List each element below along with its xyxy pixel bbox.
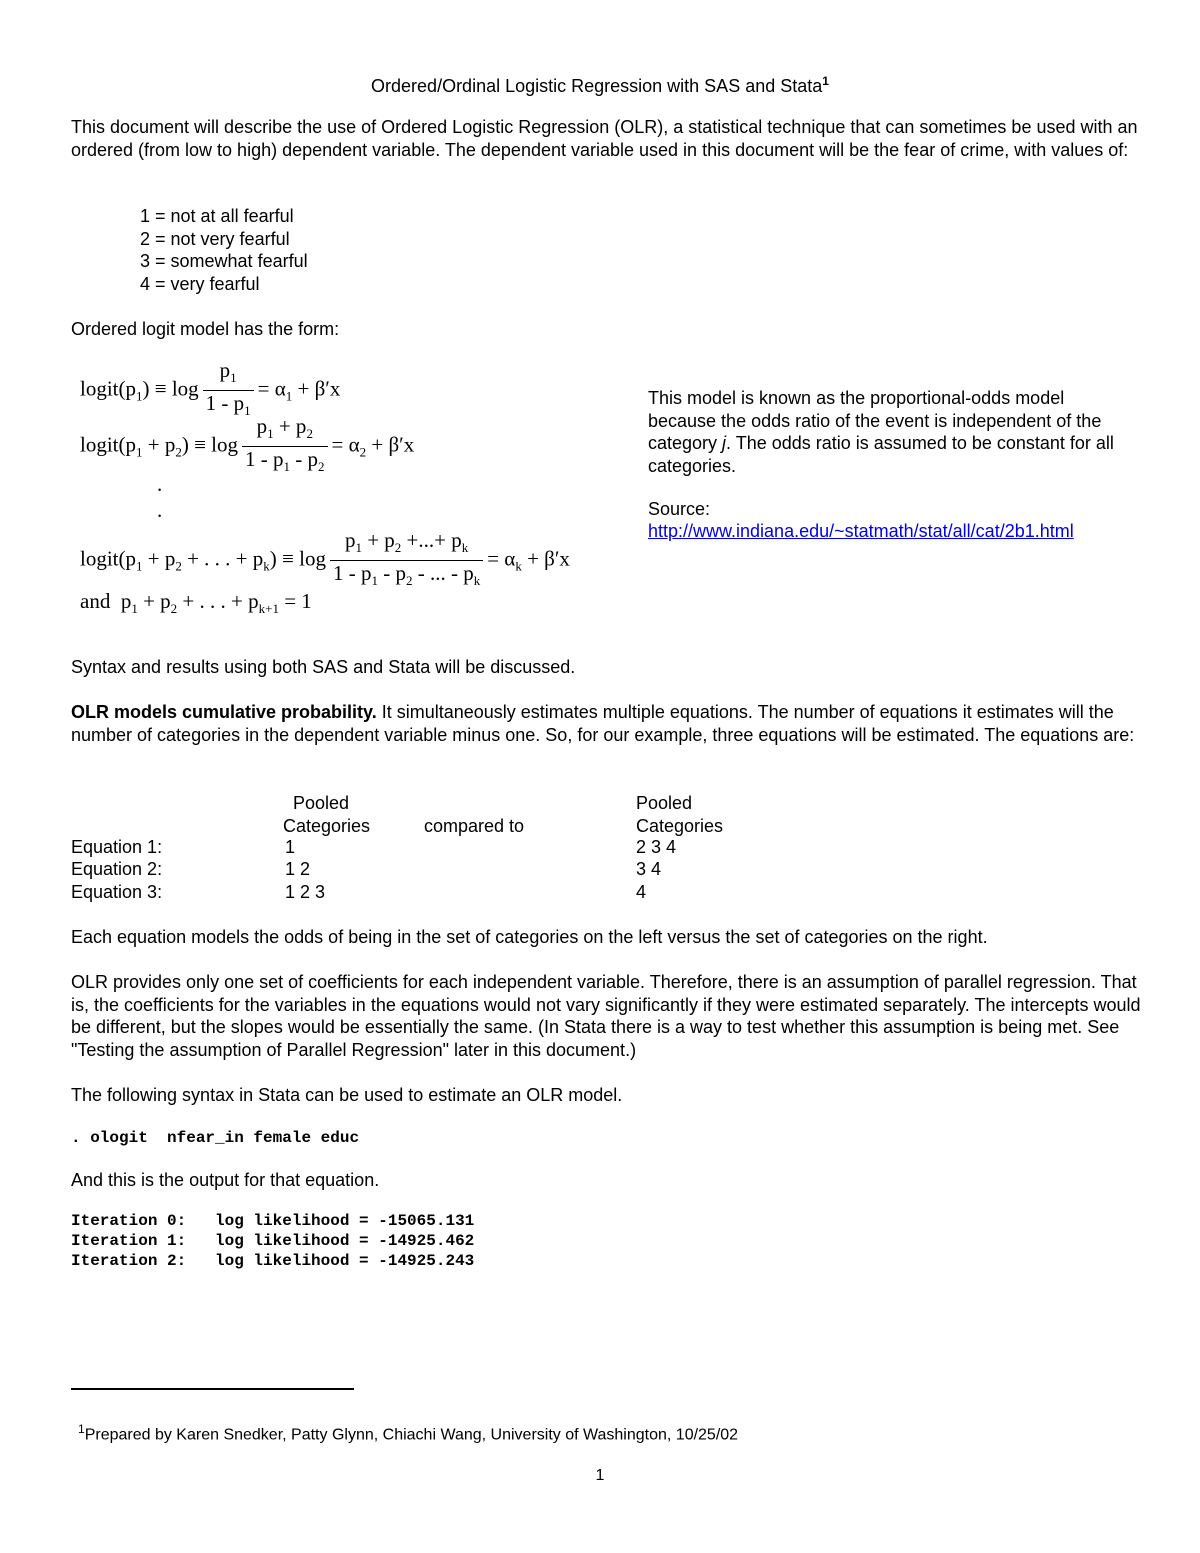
model-note: This model is known as the proportional-odds model because the odds ratio of the event is independent of the category j. The odds ratio is assumed to be constant for all categories. <box>648 388 1114 476</box>
left-header-categories: Categories <box>283 816 371 836</box>
equation-left: 1 2 3 <box>285 882 326 902</box>
coefficients-paragraph: OLR provides only one set of coefficients for each independent variable. Therefore, there is an assumption of parallel regression. That is, the coefficients for the variables in the equations would not vary significantly if they were estimated separately. The intercepts would be different, but the slopes would be essentially the same. (In Stata there is a way to test whether this assumption is being met. See "Testing the assumption of Parallel Regression" later in this document.) <box>71 972 1141 1060</box>
formula-sum: and $p_1 + p_2$ + . . . + $p_{k+1} = 1$ <box>80 589 312 617</box>
right-header-pooled: Pooled <box>636 793 693 813</box>
equation-right: 4 <box>636 882 647 902</box>
equation-label: Equation 2: <box>71 859 163 879</box>
equation-label: Equation 1: <box>71 837 163 857</box>
equation-right: 3 4 <box>636 859 662 879</box>
olr-heading: OLR models cumulative probability. <box>71 702 377 722</box>
equation-right: 2 3 4 <box>636 837 677 857</box>
iteration-line: Iteration 0: log likelihood = -15065.131 <box>71 1212 475 1230</box>
formula-k: $logit(p_1 + p_2$ + . . . + $p_k) \equiv \log$ $\frac{p_1 + p_2 +...+ p_k}{1 - p_1 - p_2 - ... - p_k}$ = $\alpha_k + \beta'x$ <box>80 528 570 589</box>
formula-1: $logit(p_1) \equiv \log$ $\frac{p_1}{1 - p_1}$ = $\alpha_1 + \beta'x$ <box>80 358 341 419</box>
footnote-mark: 1 <box>78 1422 85 1436</box>
intro-paragraph: This document will describe the use of Ordered Logistic Regression (OLR), a statistical technique that can sometimes be used with an ordered (from low to high) dependent variable. The dependent variable used in this document will be the fear of crime, with values of: <box>71 117 1138 160</box>
page-number: 1 <box>595 1467 605 1484</box>
right-header-categories: Categories <box>636 816 724 836</box>
iteration-line: Iteration 1: log likelihood = -14925.462 <box>71 1232 475 1250</box>
equation-left: 1 2 <box>285 859 311 879</box>
footnote-divider <box>71 1388 354 1390</box>
following-syntax-text: The following syntax in Stata can be used to estimate an OLR model. <box>71 1085 623 1105</box>
formula-dot-1: . <box>157 472 163 496</box>
left-header-pooled: Pooled <box>293 793 350 813</box>
equation-left: 1 <box>285 837 296 857</box>
source-label: Source: <box>648 499 711 519</box>
each-equation-text: Each equation models the odds of being in the set of categories on the left versus the set of categories on the right. <box>71 927 988 947</box>
equation-label: Equation 3: <box>71 882 163 902</box>
formula-2: $logit(p_1 + p_2) \equiv \log$ $\frac{p_1 + p_2}{1 - p_1 - p_2}$ = $\alpha_2 + \beta'x$ <box>80 414 415 475</box>
page-title: Ordered/Ordinal Logistic Regression with SAS and Stata$^1$ <box>371 74 829 96</box>
title-footnote-mark: 1 <box>822 74 829 88</box>
model-intro: Ordered logit model has the form: <box>71 319 340 339</box>
compared-to-label: compared to <box>424 816 525 836</box>
value-item-1: 1 = not at all fearful <box>140 206 294 226</box>
stata-command: . ologit nfear_in female educ <box>71 1129 360 1147</box>
category-j: j <box>722 433 727 453</box>
formula-dot-2: . <box>157 498 163 522</box>
olr-paragraph: OLR models cumulative probability. It simultaneously estimates multiple equations. The number of equations it estimates will the number of categories in the dependent variable minus one. So, for our example, three equations will be estimated. The equations are: <box>71 702 1135 745</box>
value-item-3: 3 = somewhat fearful <box>140 251 308 271</box>
iteration-line: Iteration 2: log likelihood = -14925.243 <box>71 1252 475 1270</box>
footnote: $^1$Prepared by Karen Snedker, Patty Glynn, Chiachi Wang, University of Washington, 10/25/02 <box>78 1422 739 1444</box>
syntax-note: Syntax and results using both SAS and Stata will be discussed. <box>71 657 576 677</box>
value-item-2: 2 = not very fearful <box>140 229 290 249</box>
value-item-4: 4 = very fearful <box>140 274 260 294</box>
source-link[interactable]: http://www.indiana.edu/~statmath/stat/all/cat/2b1.html <box>648 521 1074 541</box>
output-intro: And this is the output for that equation. <box>71 1170 380 1190</box>
